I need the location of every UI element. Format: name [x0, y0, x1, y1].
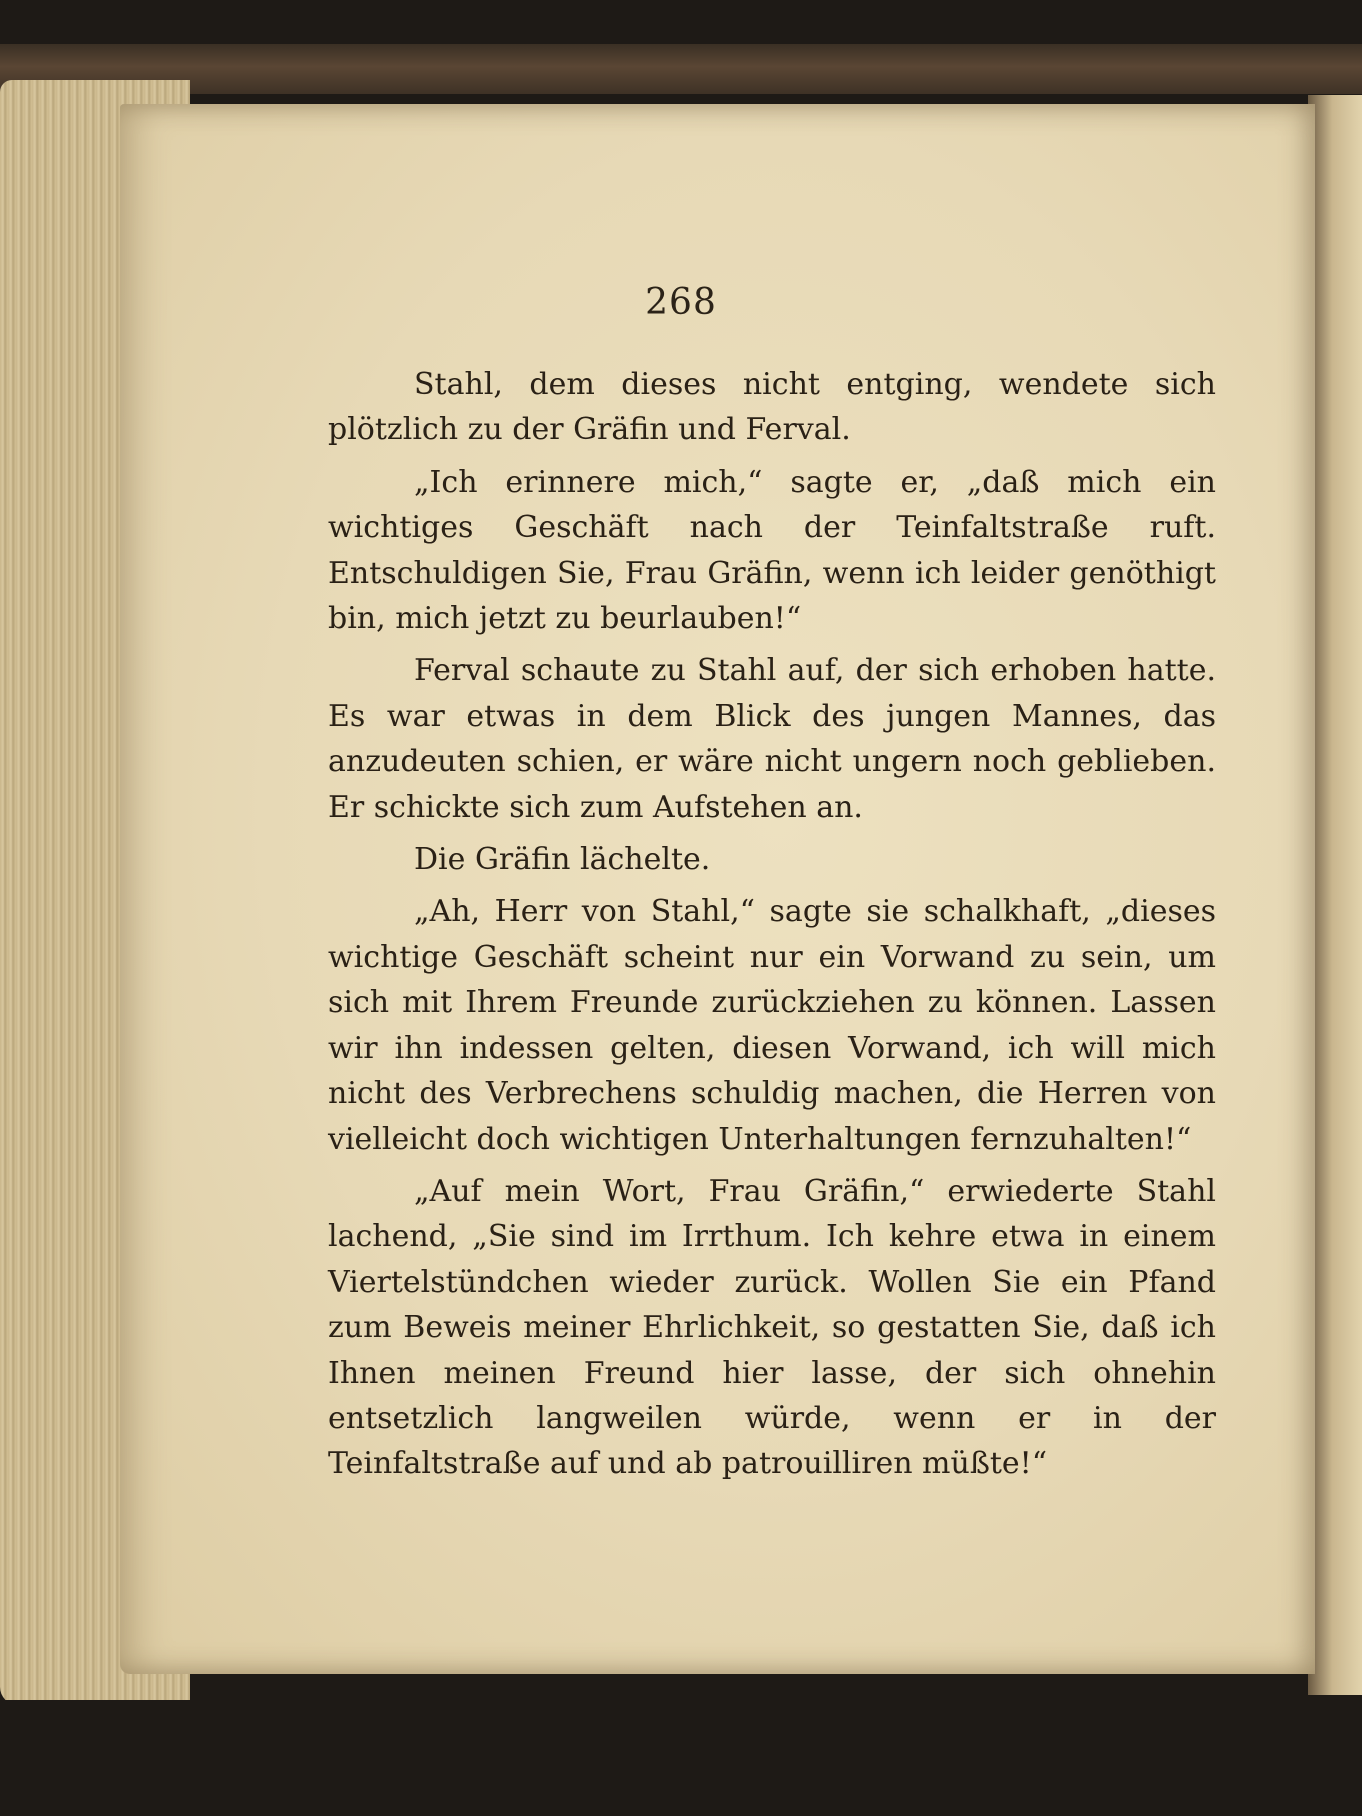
book-gutter: [1308, 95, 1362, 1695]
paragraph: „Ich erinnere mich,“ sagte er, „daß mich ein wichtiges Geschäft nach der Teinfaltstraße ruft. Entschuldigen Sie, Frau Gräfin, wenn ich leider genöthigt bin, mich jetzt zu beurlauben!“: [328, 464, 1216, 637]
page-number: 268: [645, 282, 717, 323]
paragraph: Die Gräfin lächelte.: [414, 842, 711, 878]
paragraph: „Ah, Herr von Stahl,“ sagte sie schalkhaft, „dieses wichtige Geschäft scheint nur ein Vorwand zu sein, um sich mit Ihrem Freunde zurückziehen zu können. Lassen wir ihn indessen gelten, diesen Vorwand, ich will mich nicht des Verbrechens schuldig machen, die Herren von vielleicht doch wichtigen Unterhaltungen fernzuhalten!“: [328, 894, 1216, 1157]
book-cover-bottom: [0, 1700, 1362, 1816]
paragraph: Stahl, dem dieses nicht entging, wendete sich plötzlich zu der Gräfin und Ferval.: [328, 367, 1216, 448]
page-body-text: [328, 362, 1216, 1494]
paragraph: „Auf mein Wort, Frau Gräfin,“ erwiederte Stahl lachend, „Sie sind im Irrthum. Ich kehre etwa in einem Viertelstündchen wieder zurück. Wollen Sie ein Pfand zum Beweis meiner Ehrlichkeit, so gestatten Sie, daß ich Ihnen meinen Freund hier lasse, der sich ohnehin entsetzlich langweilen würde, wenn er in der Teinfaltstraße auf und ab patrouilliren müßte!“: [328, 1173, 1216, 1482]
book-cover-top: [0, 44, 1362, 94]
paragraph: Ferval schaute zu Stahl auf, der sich erhoben hatte. Es war etwas in dem Blick des jungen Mannes, das anzudeuten schien, er wäre nicht ungern noch geblieben. Er schickte sich zum Aufstehen an.: [328, 653, 1216, 825]
